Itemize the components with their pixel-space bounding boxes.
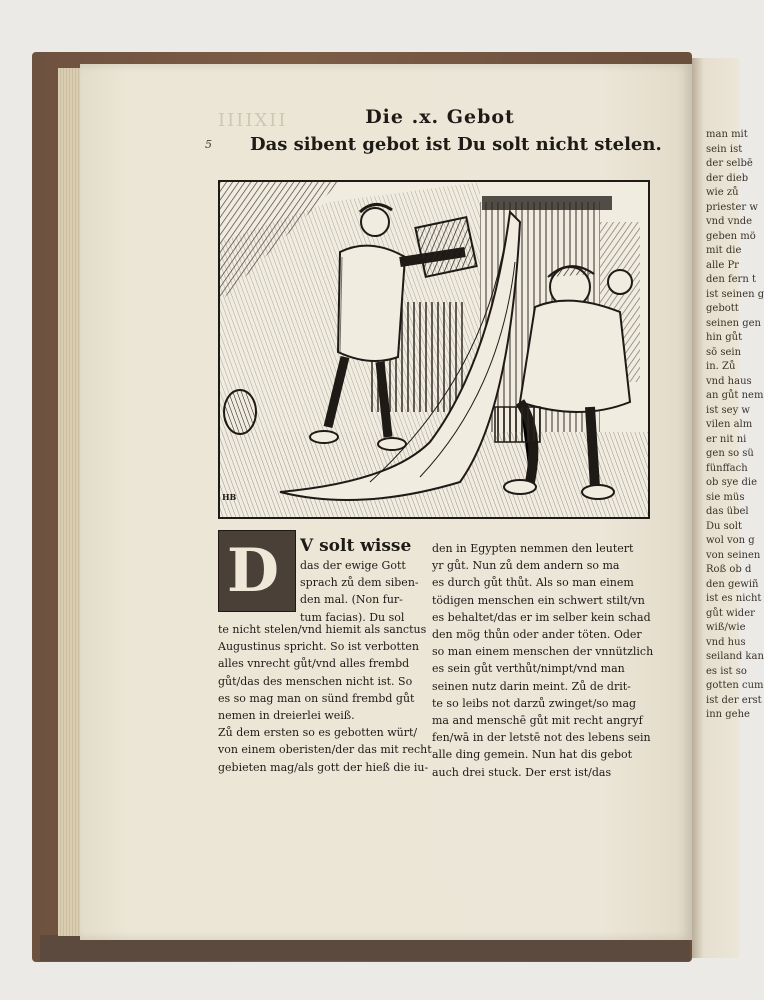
facing-text-line: von seinen — [706, 549, 761, 561]
initial-letter: D — [227, 536, 280, 606]
facing-text-line: an gůt nem — [706, 390, 764, 401]
chapter-title: Das sibent gebot ist Du solt nicht stelen. — [250, 134, 662, 155]
facing-text-line: ist es nicht — [706, 593, 762, 604]
facing-text-line: ist der erst — [706, 694, 762, 706]
stool — [495, 407, 540, 442]
text-line: nemen in dreierlei weiß. — [218, 709, 355, 723]
facing-text-line: priester w — [706, 201, 758, 213]
woodcut-illustration — [218, 180, 650, 519]
facing-text-line: in. Zů — [706, 361, 736, 372]
facing-text-line: gebott — [706, 303, 739, 314]
text-line: es sein gůt verthůt/nimpt/vnd man — [432, 662, 625, 676]
facing-text-line: das übel — [706, 506, 749, 517]
text-line: tödigen menschen ein schwert stilt/vn — [432, 593, 645, 607]
facing-text-line: Du solt — [706, 520, 743, 532]
text-line: alle ding gemein. Nun hat dis gebot — [432, 748, 633, 762]
page-header — [250, 106, 662, 155]
facing-text-line: den gewiñ — [706, 578, 759, 590]
text-line: den mög thůn oder ander töten. Oder — [432, 628, 642, 642]
text-line: es behaltet/das er im selber kein schad — [432, 610, 651, 624]
text-line: den mal. (Non fur- — [300, 593, 403, 607]
facing-text-line: es ist so — [706, 665, 747, 677]
text-line: das der ewige Gott — [300, 559, 406, 572]
text-line: fen/wā in der letstē not des lebens sein — [432, 731, 651, 745]
stolen-chest — [415, 217, 476, 277]
facing-text-line: geben mö — [706, 230, 756, 242]
text-line: Augustinus spricht. So ist verbotten — [218, 640, 419, 654]
running-head: Die .x. Gebot — [365, 106, 515, 128]
facing-text-line: vilen alm — [706, 419, 753, 430]
facing-text-line: seiland kan — [706, 651, 764, 662]
facing-text-line: den fern t — [706, 274, 756, 285]
text-line: ma and menschē gůt mit recht angryf — [432, 714, 643, 728]
facing-text-line: vnd haus — [706, 375, 752, 387]
facing-text-line: mit die — [706, 245, 742, 256]
right-column — [432, 540, 653, 781]
text-line: den in Egypten nemmen den leutert — [432, 542, 634, 555]
text-line: so man einem menschen der vnnützlich — [432, 645, 654, 659]
folio-mark: 5 — [205, 138, 212, 151]
facing-text-line: man mit — [706, 129, 748, 140]
facing-text-line: gotten cum — [706, 680, 764, 691]
facing-text-line: wiß/wie — [706, 622, 746, 633]
decorated-initial — [218, 530, 296, 612]
show-through-text: ΙΙΙΙΧΙΙ — [218, 110, 288, 131]
text-line: es durch gůt thůt. Als so man einem — [432, 576, 634, 590]
left-column-opening — [300, 535, 419, 626]
facing-text-line: alle Pr — [706, 259, 739, 271]
text-line: tum facias). Du sol — [300, 610, 405, 624]
facing-text-line: vnd hus — [706, 636, 746, 648]
facing-text-line: inn gehe — [706, 709, 750, 720]
text-line: gůt/das des menschen nicht ist. So — [218, 674, 413, 688]
text-line: von einem oberisten/der das mit recht — [218, 743, 432, 757]
text-line: te so leibs not darzů zwinget/so mag — [432, 696, 637, 710]
facing-text-line: sie müs — [706, 491, 745, 503]
facing-text-line: sō sein — [706, 346, 742, 358]
facing-text-line: seinen gen — [706, 317, 761, 329]
text-line: es so mag man on sünd frembd gůt — [218, 691, 415, 705]
facing-text-line: ob sye die — [706, 477, 757, 488]
facing-text-line: wie zů — [706, 187, 739, 198]
second-figure-head — [608, 270, 632, 294]
facing-text-line: hin gůt — [706, 332, 743, 343]
text-line: auch drei stuck. Der erst ist/das — [432, 765, 612, 779]
facing-text-line: gen so sü — [706, 448, 754, 459]
text-line: yr gůt. Nun zů dem andern so ma — [432, 559, 620, 573]
facing-page — [692, 58, 764, 958]
facing-text-line: der dieb — [706, 172, 749, 184]
text-line: te nicht stelen/vnd hiemit als sanctus — [218, 623, 427, 636]
facing-text-line: gůt wider — [706, 607, 755, 619]
facing-text-line: wol von g — [706, 535, 755, 546]
artist-monogram: HB — [222, 492, 237, 502]
left-column — [218, 621, 432, 776]
text-line: gebieten mag/als gott der hieß die iu- — [218, 760, 429, 774]
facing-text-line: sein ist — [706, 143, 743, 155]
text-line: Zů dem ersten so es gebotten würt/ — [218, 726, 418, 740]
text-line: V solt wisse — [300, 536, 412, 556]
text-line: seinen nutz darin meint. Zů de drit- — [432, 679, 631, 693]
money-bag — [224, 390, 256, 434]
woodcut-image — [220, 182, 648, 517]
facing-text-line: Roß ob d — [706, 564, 752, 575]
text-line: alles vnrecht gůt/vnd alles frembd — [218, 657, 410, 671]
facing-text-line: vnd vnde — [706, 216, 753, 227]
facing-text-line: ist sey w — [706, 404, 750, 416]
facing-text-line: er nit ni — [706, 433, 747, 445]
facing-text-line: der selbē — [706, 158, 753, 169]
facing-page-text — [692, 58, 764, 723]
text-line: sprach zů dem siben- — [300, 576, 419, 590]
facing-text-line: ist seinen g — [706, 288, 764, 300]
facing-text-line: fünffach — [706, 462, 748, 474]
